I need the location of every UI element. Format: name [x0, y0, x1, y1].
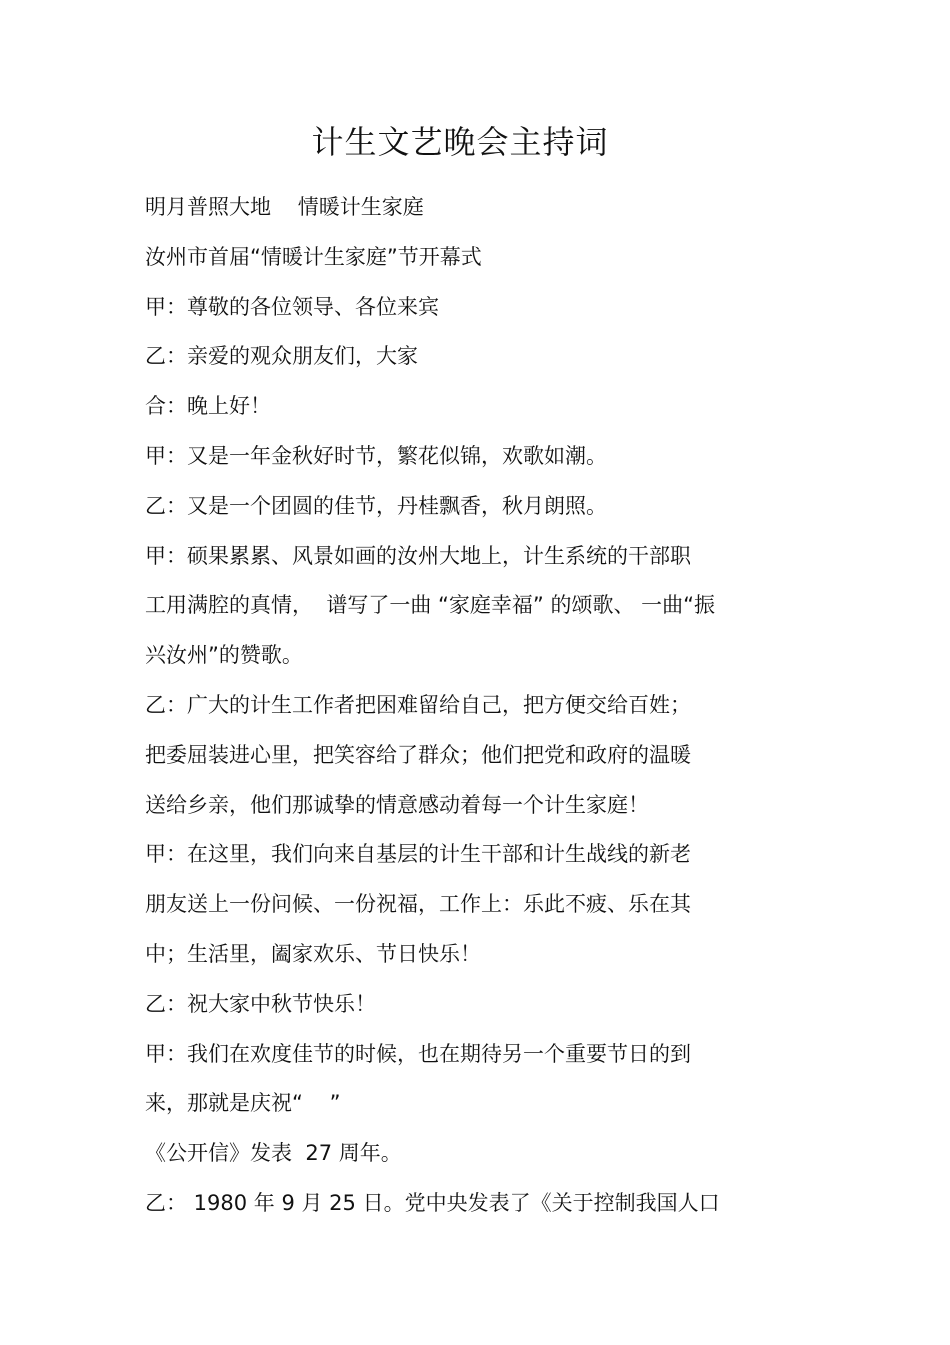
text-line: 甲：硕果累累、风景如画的汝州大地上，计生系统的干部职: [145, 543, 691, 568]
text-line: 工用满腔的真情， 谱写了一曲 “家庭幸福” 的颂歌、 一曲“振: [145, 593, 716, 618]
text-line: 汝州市首届“情暖计生家庭”节开幕式: [145, 244, 482, 269]
text-line: 乙：又是一个团圆的佳节，丹桂飘香，秋月朗照。: [145, 493, 607, 518]
text-line: 甲：尊敬的各位领导、各位来宾: [145, 294, 439, 319]
text-line: 甲：又是一年金秋好时节，繁花似锦，欢歌如潮。: [145, 443, 607, 468]
text-line: 《公开信》发表 27 周年。: [145, 1141, 402, 1166]
text-line: 甲：在这里，我们向来自基层的计生干部和计生战线的新老: [145, 842, 691, 867]
document-title: 计生文艺晚会主持词: [311, 123, 609, 161]
text-line: 兴汝州”的赞歌。: [145, 643, 303, 668]
text-line: 送给乡亲，他们那诚挚的情意感动着每一个计生家庭！: [145, 792, 649, 817]
text-line: 甲：我们在欢度佳节的时候，也在期待另一个重要节日的到: [145, 1041, 691, 1066]
text-line: 中；生活里，阖家欢乐、节日快乐！: [145, 941, 481, 966]
text-line: 乙：祝大家中秋节快乐！: [145, 991, 376, 1016]
text-line: 朋友送上一份问候、一份祝福，工作上：乐此不疲、乐在其: [145, 892, 691, 917]
text-line: 乙： 1980 年 9 月 25 日。党中央发表了《关于控制我国人口: [145, 1190, 720, 1215]
text-line: 乙：广大的计生工作者把困难留给自己，把方便交给百姓；: [145, 692, 691, 717]
text-line: 来，那就是庆祝“ ”: [145, 1091, 341, 1116]
text-line: 乙：亲爱的观众朋友们，大家: [145, 344, 418, 369]
text-line: 合：晚上好！: [145, 394, 271, 419]
text-line: 明月普照大地 情暖计生家庭: [145, 195, 424, 219]
document-body: [145, 187, 825, 1233]
text-line: 把委屈装进心里，把笑容给了群众；他们把党和政府的温暖: [145, 742, 691, 767]
